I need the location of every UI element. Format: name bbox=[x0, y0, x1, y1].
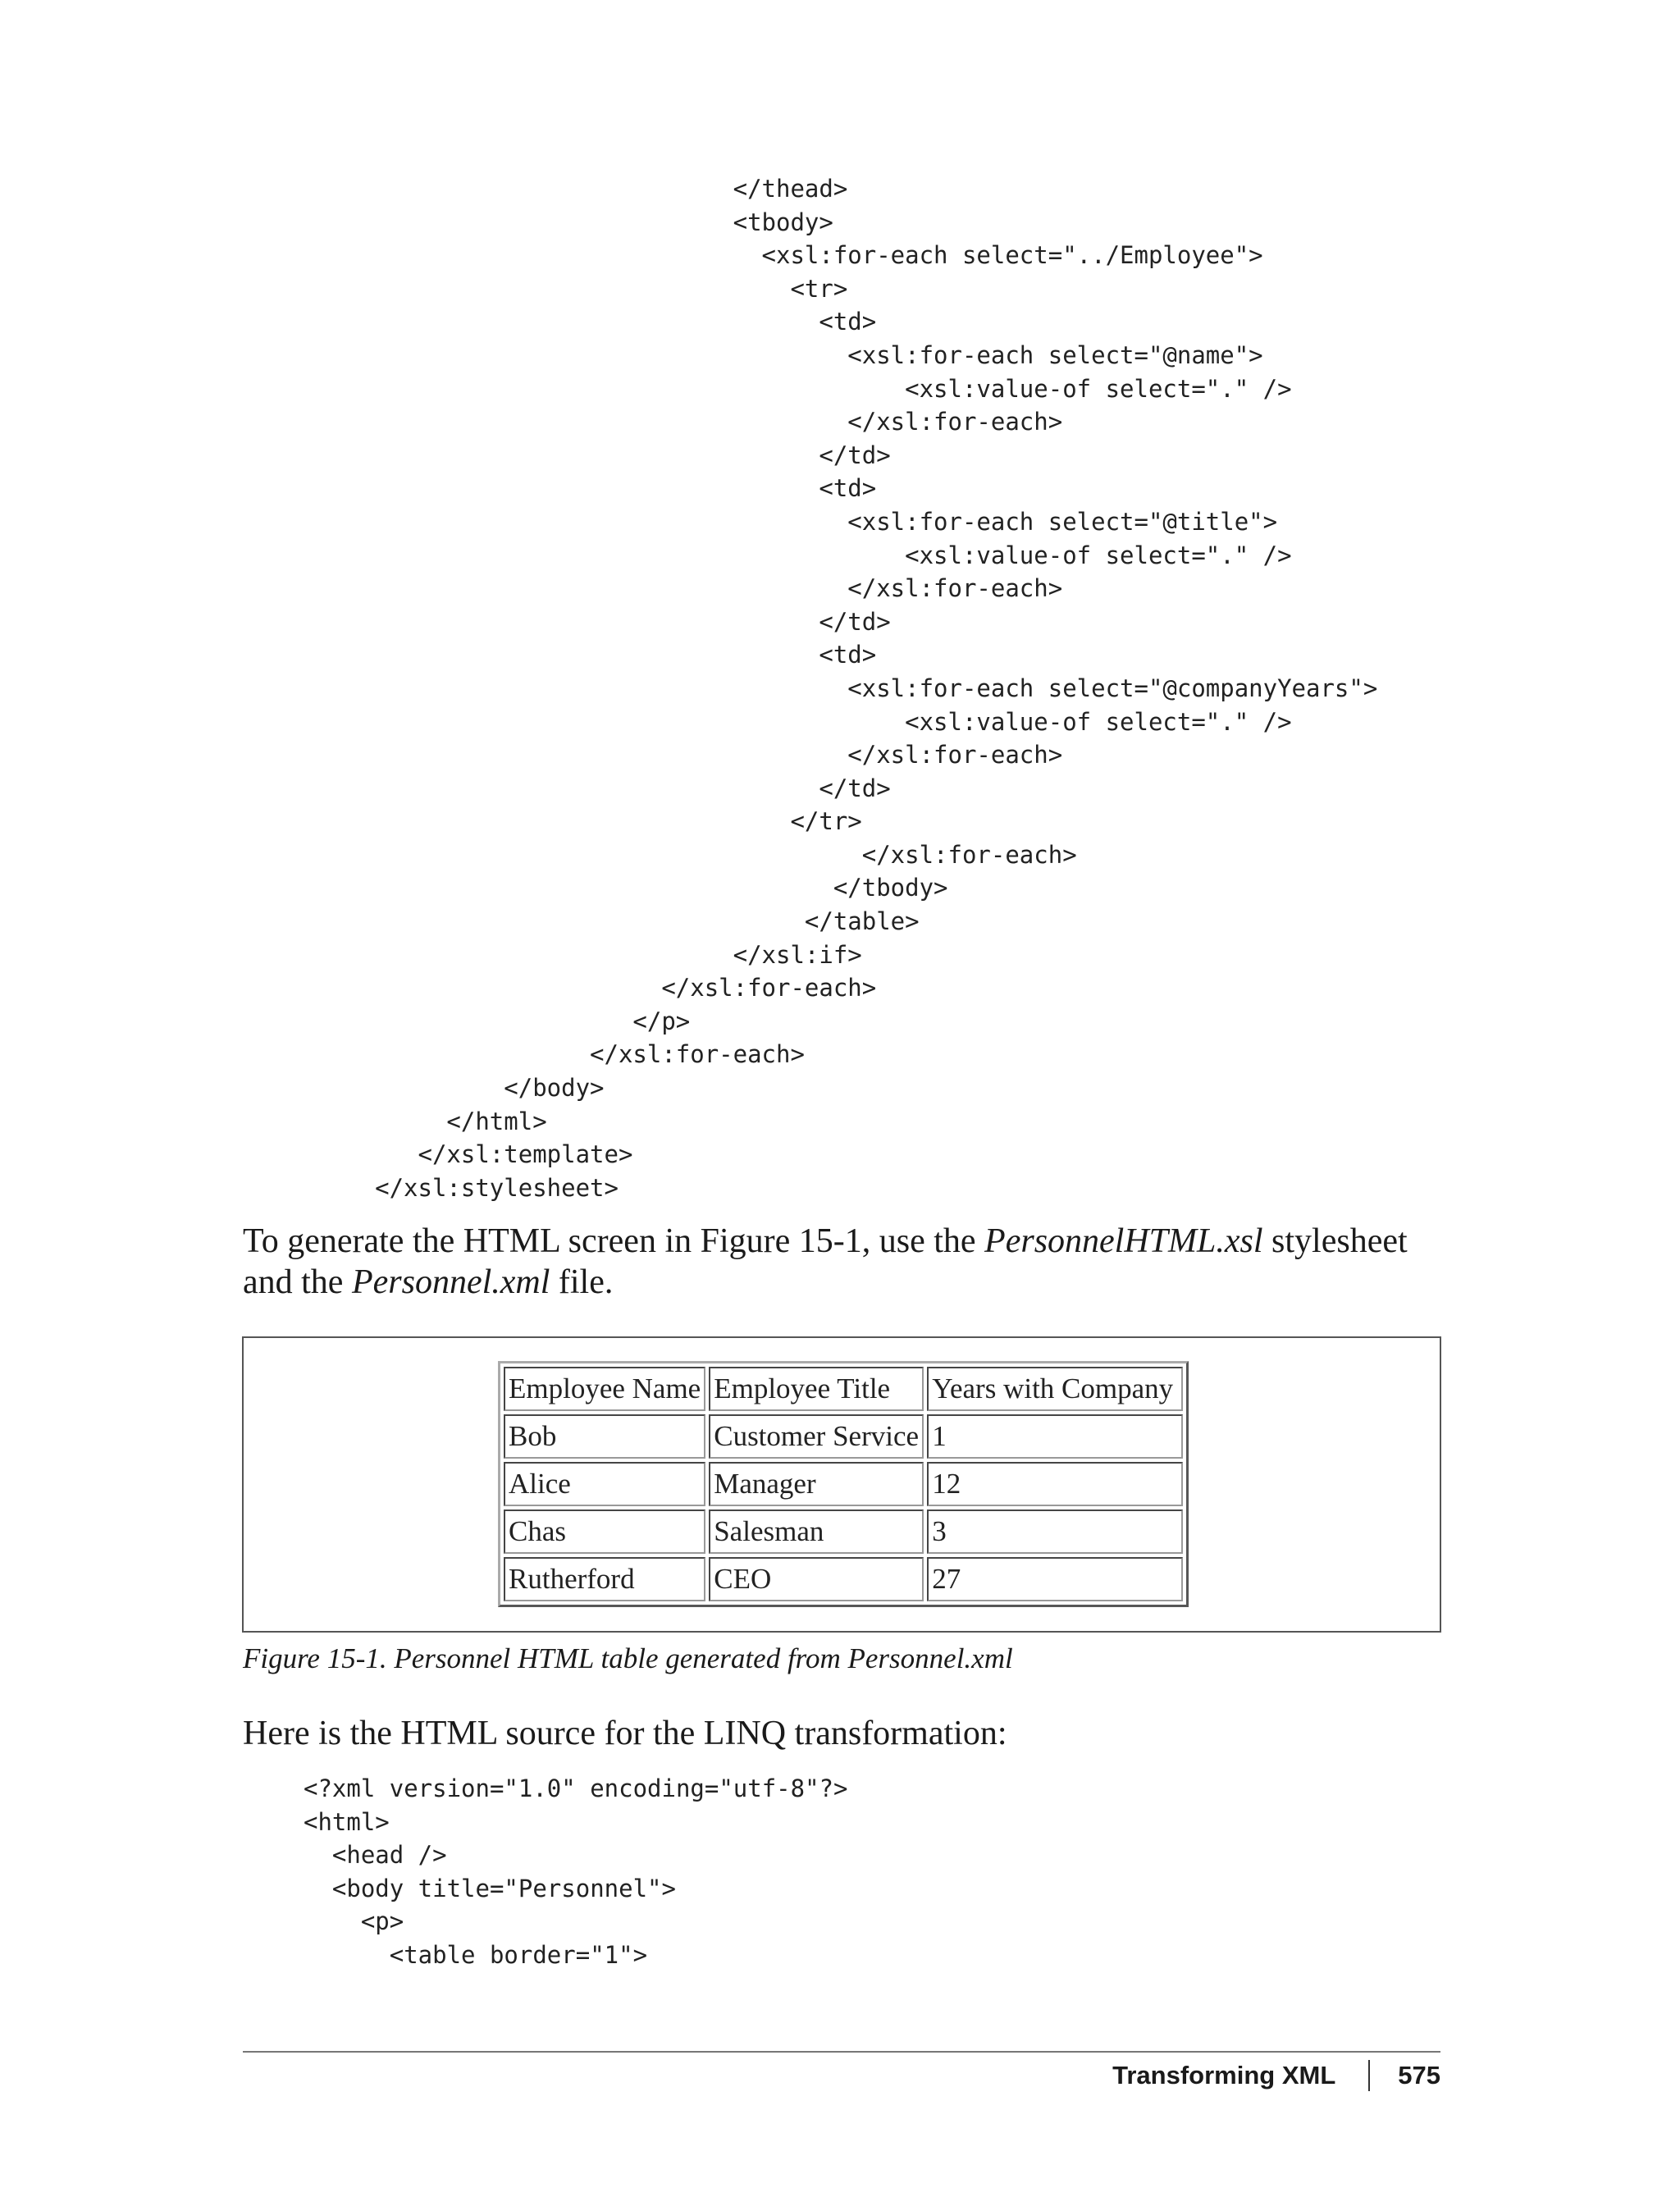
table-row bbox=[504, 1462, 1183, 1506]
table-cell: Customer Service bbox=[709, 1414, 924, 1459]
footer-rule bbox=[243, 2051, 1440, 2053]
code-line: </xsl:for-each> bbox=[246, 1040, 805, 1069]
table-cell: 3 bbox=[927, 1509, 1183, 1554]
code-line: <tr> bbox=[246, 274, 848, 303]
figure-caption: Figure 15-1. Personnel HTML table generated from Personnel.xml bbox=[243, 1642, 1013, 1674]
table-cell: Rutherford bbox=[504, 1557, 705, 1601]
table-cell: Bob bbox=[504, 1414, 705, 1459]
code-line: </xsl:for-each> bbox=[246, 408, 1063, 436]
code-line: <xsl:value-of select="." /> bbox=[246, 541, 1292, 569]
table-cell: CEO bbox=[709, 1557, 924, 1601]
code-line: <xsl:for-each select="@companyYears"> bbox=[246, 674, 1378, 702]
footer-separator bbox=[1368, 2060, 1370, 2091]
table-row bbox=[504, 1509, 1183, 1554]
figure-frame bbox=[242, 1336, 1441, 1633]
code-line: </thead> bbox=[246, 175, 848, 203]
code-line: <td> bbox=[246, 641, 877, 669]
code-line: </tbody> bbox=[246, 874, 948, 902]
xml-filename: Personnel.xml bbox=[351, 1263, 550, 1301]
code-line: <head /> bbox=[304, 1841, 447, 1870]
footer-section-title: Transforming XML bbox=[1112, 2061, 1336, 2090]
stylesheet-filename: PersonnelHTML.xsl bbox=[984, 1222, 1263, 1260]
code-line: <tbody> bbox=[246, 208, 833, 236]
code-line: </td> bbox=[246, 774, 891, 802]
code-line: <xsl:for-each select="../Employee"> bbox=[246, 241, 1263, 270]
page-footer bbox=[1112, 2058, 1440, 2094]
table-cell: Chas bbox=[504, 1509, 705, 1554]
code-line: </table> bbox=[246, 907, 920, 936]
code-line: <xsl:for-each select="@name"> bbox=[246, 340, 1263, 369]
code-line: <xsl:value-of select="." /> bbox=[246, 707, 1292, 736]
code-line: </xsl:for-each> bbox=[246, 840, 1077, 869]
page-number: 575 bbox=[1398, 2061, 1440, 2090]
intro-text: file. bbox=[550, 1263, 614, 1301]
table-cell: Salesman bbox=[709, 1509, 924, 1554]
code-line: <xsl:for-each select="@title"> bbox=[246, 507, 1278, 536]
code-line: <td> bbox=[246, 474, 877, 503]
code-line: <td> bbox=[246, 308, 877, 336]
code-line: </html> bbox=[246, 1107, 547, 1135]
intro-paragraph bbox=[243, 1221, 1440, 1303]
code-line: </tr> bbox=[246, 807, 862, 836]
code-line: </xsl:for-each> bbox=[246, 574, 1063, 603]
table-cell: Alice bbox=[504, 1462, 705, 1506]
code-line: <p> bbox=[304, 1907, 404, 1936]
intro-text: To generate the HTML screen in Figure 15-1, use the bbox=[243, 1222, 985, 1260]
code-line: </p> bbox=[246, 1007, 691, 1035]
code-line: <table border="1"> bbox=[304, 1940, 648, 1969]
code-line: <xsl:value-of select="." /> bbox=[246, 374, 1292, 403]
code-line: <html> bbox=[304, 1807, 390, 1836]
code-line: </td> bbox=[246, 441, 891, 469]
table-cell: 12 bbox=[927, 1462, 1183, 1506]
table-cell: Manager bbox=[709, 1462, 924, 1506]
code-line: <body title="Personnel"> bbox=[304, 1874, 676, 1902]
header-cell: Years with Company bbox=[927, 1367, 1183, 1411]
table-header-row bbox=[504, 1367, 1183, 1411]
code-line: </xsl:if> bbox=[246, 940, 862, 969]
code-line: </body> bbox=[246, 1074, 605, 1103]
intro-text: stylesheet and the bbox=[243, 1222, 1408, 1301]
header-cell: Employee Title bbox=[709, 1367, 924, 1411]
table-cell: 27 bbox=[927, 1557, 1183, 1601]
code-line: </xsl:stylesheet> bbox=[246, 1173, 619, 1202]
code-listing-xsl bbox=[246, 172, 1377, 1204]
code-listing-html bbox=[304, 1772, 847, 1972]
code-line: </xsl:template> bbox=[246, 1140, 633, 1169]
table-row bbox=[504, 1414, 1183, 1459]
table-cell: 1 bbox=[927, 1414, 1183, 1459]
code-line: </xsl:for-each> bbox=[246, 974, 877, 1003]
linq-intro-paragraph: Here is the HTML source for the LINQ transformation: bbox=[243, 1715, 1007, 1752]
code-line: </td> bbox=[246, 607, 891, 636]
code-line: </xsl:for-each> bbox=[246, 741, 1063, 770]
code-line: <?xml version="1.0" encoding="utf-8"?> bbox=[304, 1774, 848, 1802]
table-row bbox=[504, 1557, 1183, 1601]
header-cell: Employee Name bbox=[504, 1367, 705, 1411]
personnel-table bbox=[498, 1361, 1189, 1607]
